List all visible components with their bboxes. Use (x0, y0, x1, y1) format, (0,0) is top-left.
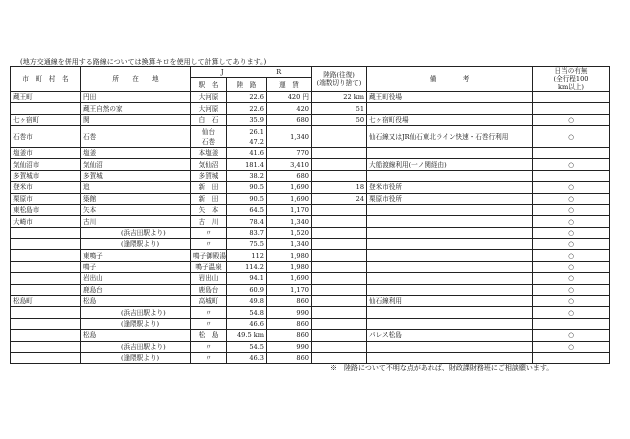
cell-fare: 990 (267, 341, 312, 352)
cell-fare: 860 (267, 318, 312, 329)
cell-municipality (11, 353, 81, 364)
cell-land-km (312, 261, 367, 272)
cell-location: (浜吉田駅より) (81, 227, 191, 238)
cell-remarks: 登米市役所 (367, 182, 533, 193)
header-fare: 運 賃 (267, 78, 312, 92)
cell-location: 松島 (81, 330, 191, 341)
cell-location: 円田 (81, 92, 191, 103)
cell-remarks: 大船渡線利用(一ノ関経由) (367, 159, 533, 170)
cell-remarks (367, 204, 533, 215)
header-municipality: 市 町 村 名 (11, 67, 81, 92)
cell-station: 〃 (191, 307, 227, 318)
cell-distance: 90.5 (227, 182, 267, 193)
cell-station: 新 田 (191, 193, 227, 204)
cell-station: 〃 (191, 341, 227, 352)
cell-remarks (367, 307, 533, 318)
cell-remarks (367, 216, 533, 227)
cell-land-km: 18 (312, 182, 367, 193)
cell-fare: 1,340 (267, 239, 312, 250)
table-row (11, 318, 610, 329)
header-land-km: 陸路(往復) (端数切り捨て) (312, 67, 367, 92)
cell-remarks: 仙石線利用 (367, 296, 533, 307)
cell-location: 岩出山 (81, 273, 191, 284)
cell-station: 〃 (191, 318, 227, 329)
cell-location: 塩釜 (81, 147, 191, 158)
cell-distance: 83.7 (227, 227, 267, 238)
cell-remarks: 七ヶ宿町役場 (367, 114, 533, 125)
cell-land-km: 50 (312, 114, 367, 125)
cell-station: 仙台 石巻 (191, 126, 227, 148)
cell-over100: ○ (533, 307, 610, 318)
cell-distance: 75.5 (227, 239, 267, 250)
cell-station: 大河原 (191, 92, 227, 103)
cell-remarks (367, 227, 533, 238)
cell-municipality (11, 103, 81, 114)
cell-distance: 114.2 (227, 261, 267, 272)
cell-land-km (312, 250, 367, 261)
cell-distance: 90.5 (227, 193, 267, 204)
cell-fare: 860 (267, 353, 312, 364)
cell-distance: 38.2 (227, 170, 267, 181)
cell-location: 東鳴子 (81, 250, 191, 261)
cell-municipality (11, 341, 81, 352)
cell-municipality: 松島町 (11, 296, 81, 307)
cell-station: 〃 (191, 227, 227, 238)
cell-over100: ○ (533, 261, 610, 272)
cell-location: 松島 (81, 296, 191, 307)
cell-station: 鹿島台 (191, 284, 227, 295)
cell-land-km (312, 330, 367, 341)
cell-remarks (367, 103, 533, 114)
cell-municipality (11, 307, 81, 318)
cell-location: 蔵王自然の家 (81, 103, 191, 114)
cell-station: 気仙沼 (191, 159, 227, 170)
cell-station: 松 島 (191, 330, 227, 341)
cell-station: 岩出山 (191, 273, 227, 284)
cell-distance: 181.4 (227, 159, 267, 170)
cell-station: 〃 (191, 239, 227, 250)
table-row (11, 170, 610, 181)
cell-land-km: 24 (312, 193, 367, 204)
cell-fare: 420 円 (267, 92, 312, 103)
cell-remarks: パレス松島 (367, 330, 533, 341)
cell-municipality (11, 227, 81, 238)
calculation-note: (地方交通線を併用する路線については換算キロを使用して計算してあります。) (20, 58, 267, 66)
cell-distance: 49.8 (227, 296, 267, 307)
cell-station: 多賀城 (191, 170, 227, 181)
travel-cost-table (10, 66, 610, 364)
table-row (11, 182, 610, 193)
cell-fare: 1,520 (267, 227, 312, 238)
cell-municipality (11, 261, 81, 272)
table-row (11, 103, 610, 114)
cell-remarks (367, 341, 533, 352)
table-row (11, 216, 610, 227)
cell-fare: 1,340 (267, 216, 312, 227)
table-row (11, 284, 610, 295)
cell-station: 古 川 (191, 216, 227, 227)
cell-fare: 680 (267, 114, 312, 125)
cell-location: 気仙沼 (81, 159, 191, 170)
header-location: 所 在 地 (81, 67, 191, 92)
cell-station: 鳴子御殿湯 (191, 250, 227, 261)
cell-municipality: 七ヶ宿町 (11, 114, 81, 125)
cell-fare: 1,690 (267, 193, 312, 204)
cell-location: 鳴子 (81, 261, 191, 272)
cell-municipality: 東松島市 (11, 204, 81, 215)
cell-station: 〃 (191, 353, 227, 364)
cell-municipality: 大崎市 (11, 216, 81, 227)
cell-location: (逢隈駅より) (81, 353, 191, 364)
table-row (11, 92, 610, 103)
cell-over100 (533, 103, 610, 114)
cell-remarks: 仙石線又はJR仙石東北ライン快速・石巻行利用 (367, 126, 533, 148)
cell-fare: 1,980 (267, 261, 312, 272)
cell-distance: 35.9 (227, 114, 267, 125)
cell-location: 石巻 (81, 126, 191, 148)
cell-station: 高城町 (191, 296, 227, 307)
cell-distance: 46.3 (227, 353, 267, 364)
cell-municipality: 多賀城市 (11, 170, 81, 181)
cell-remarks: 栗原市役所 (367, 193, 533, 204)
cell-distance: 49.5 km (227, 330, 267, 341)
cell-distance: 54.5 (227, 341, 267, 352)
cell-land-km (312, 239, 367, 250)
cell-municipality: 栗原市 (11, 193, 81, 204)
cell-remarks (367, 318, 533, 329)
cell-municipality (11, 250, 81, 261)
cell-fare: 770 (267, 147, 312, 158)
cell-station: 白 石 (191, 114, 227, 125)
cell-distance: 54.8 (227, 307, 267, 318)
cell-fare: 1,690 (267, 182, 312, 193)
table-row (11, 296, 610, 307)
cell-over100: ○ (533, 126, 610, 148)
cell-location: 多賀城 (81, 170, 191, 181)
cell-over100 (533, 318, 610, 329)
cell-land-km (312, 170, 367, 181)
table-row (11, 204, 610, 215)
cell-land-km (312, 147, 367, 158)
cell-over100: ○ (533, 239, 610, 250)
cell-distance: 112 (227, 250, 267, 261)
cell-land-km (312, 227, 367, 238)
cell-land-km (312, 296, 367, 307)
cell-over100 (533, 147, 610, 158)
cell-land-km (312, 126, 367, 148)
cell-distance: 26.1 47.2 (227, 126, 267, 148)
cell-distance: 60.9 (227, 284, 267, 295)
cell-land-km (312, 307, 367, 318)
cell-land-km (312, 159, 367, 170)
cell-remarks (367, 250, 533, 261)
cell-over100: ○ (533, 273, 610, 284)
cell-over100: ○ (533, 341, 610, 352)
table-row (11, 114, 610, 125)
table-row (11, 250, 610, 261)
cell-over100: ○ (533, 182, 610, 193)
cell-over100: ○ (533, 296, 610, 307)
header-distance: 陸 路 (227, 78, 267, 92)
cell-station: 新 田 (191, 182, 227, 193)
cell-remarks (367, 170, 533, 181)
cell-municipality: 石巻市 (11, 126, 81, 148)
cell-distance: 64.5 (227, 204, 267, 215)
table-row (11, 273, 610, 284)
cell-municipality (11, 273, 81, 284)
cell-location: (逢隈駅より) (81, 318, 191, 329)
table-row (11, 307, 610, 318)
cell-municipality: 塩釜市 (11, 147, 81, 158)
table-row (11, 239, 610, 250)
cell-station: 矢 本 (191, 204, 227, 215)
cell-location: 追 (81, 182, 191, 193)
cell-remarks (367, 261, 533, 272)
cell-fare: 3,410 (267, 159, 312, 170)
table-body (11, 92, 610, 364)
cell-land-km (312, 341, 367, 352)
table-row (11, 193, 610, 204)
cell-distance: 22.6 (227, 92, 267, 103)
cell-municipality (11, 239, 81, 250)
cell-fare: 860 (267, 296, 312, 307)
cell-over100 (533, 92, 610, 103)
cell-remarks (367, 273, 533, 284)
cell-municipality (11, 318, 81, 329)
header-over100: 日当の有無 (全行程100 km以上) (533, 67, 610, 92)
cell-over100: ○ (533, 227, 610, 238)
cell-fare: 1,170 (267, 204, 312, 215)
cell-fare: 1,980 (267, 250, 312, 261)
table-row (11, 341, 610, 352)
cell-over100: ○ (533, 250, 610, 261)
footer-note: ※ 陸路について不明な点があれば、財政課財務班にご相談願います。 (330, 364, 554, 372)
table-row (11, 159, 610, 170)
cell-fare: 860 (267, 330, 312, 341)
cell-distance: 46.6 (227, 318, 267, 329)
cell-location: 古川 (81, 216, 191, 227)
cell-fare: 990 (267, 307, 312, 318)
cell-remarks: 蔵王町役場 (367, 92, 533, 103)
cell-station: 本塩釜 (191, 147, 227, 158)
table-row (11, 147, 610, 158)
cell-distance: 78.4 (227, 216, 267, 227)
cell-distance: 94.1 (227, 273, 267, 284)
cell-location: 関 (81, 114, 191, 125)
cell-land-km: 51 (312, 103, 367, 114)
table-row (11, 330, 610, 341)
cell-location: 矢本 (81, 204, 191, 215)
cell-fare: 680 (267, 170, 312, 181)
cell-land-km: 22 km (312, 92, 367, 103)
cell-location: (浜吉田駅より) (81, 307, 191, 318)
cell-over100 (533, 170, 610, 181)
header-remarks: 備 考 (367, 67, 533, 92)
cell-municipality: 気仙沼市 (11, 159, 81, 170)
cell-over100: ○ (533, 330, 610, 341)
cell-fare: 420 (267, 103, 312, 114)
cell-location: (浜吉田駅より) (81, 341, 191, 352)
cell-remarks (367, 147, 533, 158)
cell-fare: 1,690 (267, 273, 312, 284)
cell-over100: ○ (533, 204, 610, 215)
cell-land-km (312, 273, 367, 284)
header-jr: J R (191, 67, 312, 78)
cell-fare: 1,170 (267, 284, 312, 295)
cell-location: (逢隈駅より) (81, 239, 191, 250)
cell-municipality (11, 284, 81, 295)
table-row (11, 227, 610, 238)
header-station: 駅 名 (191, 78, 227, 92)
cell-municipality: 蔵王町 (11, 92, 81, 103)
cell-over100: ○ (533, 216, 610, 227)
cell-location: 築館 (81, 193, 191, 204)
cell-over100: ○ (533, 114, 610, 125)
cell-remarks (367, 284, 533, 295)
cell-land-km (312, 284, 367, 295)
cell-station: 大河原 (191, 103, 227, 114)
cell-distance: 41.6 (227, 147, 267, 158)
cell-over100: ○ (533, 284, 610, 295)
cell-distance: 22.6 (227, 103, 267, 114)
cell-remarks (367, 239, 533, 250)
cell-land-km (312, 216, 367, 227)
cell-land-km (312, 318, 367, 329)
cell-station: 鳴子温泉 (191, 261, 227, 272)
table-row (11, 261, 610, 272)
cell-municipality (11, 330, 81, 341)
table-row (11, 126, 610, 148)
cell-fare: 1,340 (267, 126, 312, 148)
cell-land-km (312, 204, 367, 215)
cell-municipality: 登米市 (11, 182, 81, 193)
cell-location: 鹿島台 (81, 284, 191, 295)
cell-over100: ○ (533, 193, 610, 204)
cell-over100: ○ (533, 159, 610, 170)
